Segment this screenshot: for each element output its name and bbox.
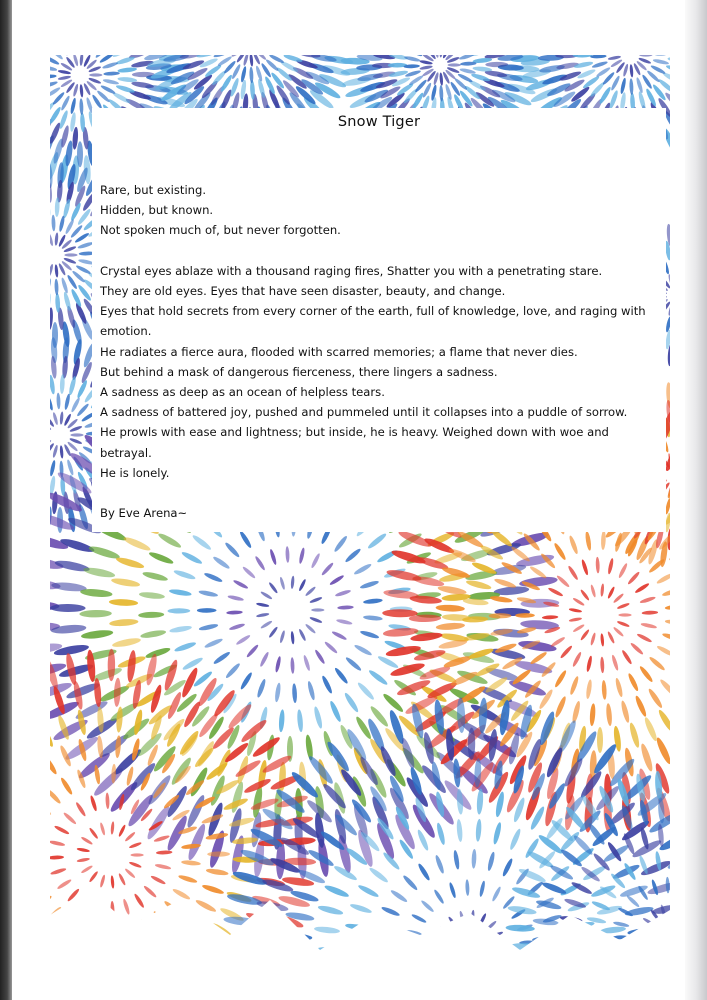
paper-sheet [12, 0, 685, 1000]
poem-line: He radiates a fierce aura, flooded with scarred memories; a flame that never dies. [100, 344, 578, 359]
poem-line: Eyes that hold secrets from every corner of the earth, full of knowledge, love, and raging with emotion. [100, 304, 646, 339]
poem-body [100, 180, 662, 523]
poem-line: But behind a mask of dangerous fierceness, there lingers a sadness. [100, 364, 498, 379]
poem-title: Snow Tiger [337, 114, 421, 130]
page-edge [685, 0, 707, 1000]
poem-panel [92, 108, 666, 532]
poem-line: Rare, but existing. [100, 183, 207, 197]
stanza-gap [100, 241, 662, 261]
poem-line: Hidden, but known. [100, 203, 214, 218]
poem-signature: By Eve Arena~ [100, 506, 188, 521]
torn-edge [50, 890, 670, 950]
binder-edge [0, 0, 12, 1000]
stanza-gap [100, 483, 662, 503]
poem-line: They are old eyes. Eyes that have seen disaster, beauty, and change. [100, 284, 506, 298]
poem-line: He prowls with ease and lightness; but inside, he is heavy. Weighed down with woe and betrayal. [100, 425, 609, 460]
poem-line: A sadness as deep as an ocean of helpless tears. [100, 385, 385, 400]
poem-line: A sadness of battered joy, pushed and pummeled until it collapses into a puddle of sorrow. [100, 405, 628, 420]
poem-line: He is lonely. [100, 465, 170, 480]
poem-line: Crystal eyes ablaze with a thousand raging fires, Shatter you with a penetrating stare. [100, 263, 603, 278]
poem-line: Not spoken much of, but never forgotten. [100, 223, 341, 238]
